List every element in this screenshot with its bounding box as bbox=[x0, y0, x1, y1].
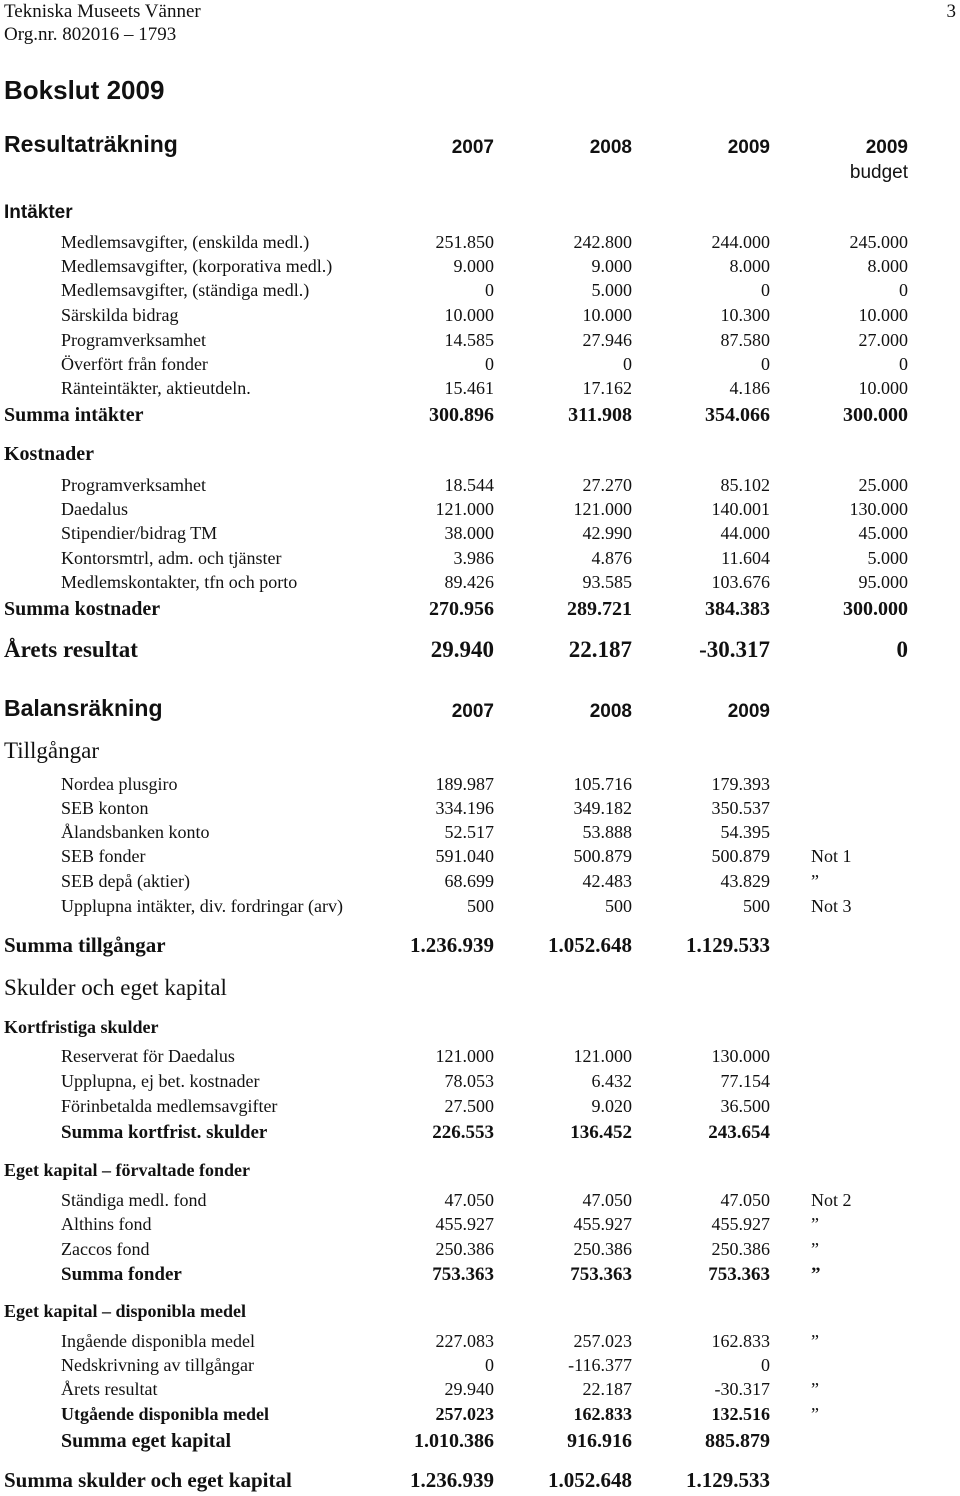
cell-value: 334.196 bbox=[435, 798, 494, 818]
intakter-heading: Intäkter bbox=[4, 202, 73, 223]
cell-value: 89.426 bbox=[444, 572, 494, 592]
cell-value: 189.987 bbox=[435, 774, 494, 794]
page-title: Bokslut 2009 bbox=[4, 75, 165, 105]
result-value: -30.317 bbox=[699, 637, 770, 662]
cell-value: 27.500 bbox=[444, 1096, 494, 1116]
kostnader-heading: Kostnader bbox=[4, 443, 94, 465]
cell-value: 44.000 bbox=[720, 523, 770, 543]
total-value: 300.000 bbox=[843, 598, 908, 620]
cell-value: 121.000 bbox=[573, 1046, 632, 1066]
row-label: Medlemsavgifter, (ständiga medl.) bbox=[61, 280, 310, 300]
total-value: 1.129.533 bbox=[686, 933, 770, 957]
cell-value: 0 bbox=[761, 1355, 770, 1375]
cell-value: 500.879 bbox=[573, 846, 632, 866]
row-label: SEB konton bbox=[61, 798, 149, 818]
cell-value: 42.990 bbox=[582, 523, 632, 543]
row-label: Årets resultat bbox=[61, 1379, 158, 1399]
total-value: 300.000 bbox=[843, 404, 908, 426]
total-label: Summa kostnader bbox=[4, 598, 161, 620]
cell-value: 244.000 bbox=[711, 232, 770, 252]
grand-total-value: 1.236.939 bbox=[410, 1468, 494, 1492]
result-value: 29.940 bbox=[430, 637, 494, 662]
cell-value: 27.000 bbox=[858, 330, 908, 350]
row-label: Reserverat för Daedalus bbox=[61, 1046, 235, 1066]
cell-value: 11.604 bbox=[721, 548, 770, 568]
cell-value: 87.580 bbox=[720, 330, 770, 350]
cell-value: 242.800 bbox=[573, 232, 632, 252]
note-ref: Not 2 bbox=[811, 1190, 852, 1210]
cell-value: 27.946 bbox=[582, 330, 632, 350]
note-ref: ” bbox=[811, 1239, 819, 1259]
cell-value: 162.833 bbox=[711, 1331, 770, 1351]
col-header: 2008 bbox=[589, 137, 632, 158]
cell-value: 8.000 bbox=[867, 256, 908, 276]
col-header: 2007 bbox=[451, 701, 494, 722]
col-header: 2009 bbox=[865, 137, 908, 158]
row-label: Ålandsbanken konto bbox=[61, 822, 210, 842]
row-label: Nordea plusgiro bbox=[61, 774, 178, 794]
row-label: Althins fond bbox=[61, 1214, 152, 1234]
cell-value: 455.927 bbox=[435, 1214, 494, 1234]
cell-value: 52.517 bbox=[444, 822, 494, 842]
row-label: Stipendier/bidrag TM bbox=[61, 523, 218, 543]
subtotal-value: 162.833 bbox=[573, 1404, 632, 1424]
note-ref: Not 3 bbox=[811, 896, 852, 916]
note-ref: ” bbox=[811, 1264, 821, 1285]
note-ref: ” bbox=[811, 1214, 819, 1234]
cell-value: 18.544 bbox=[444, 475, 494, 495]
row-label: SEB fonder bbox=[61, 846, 146, 866]
subtotal-value: 1.010.386 bbox=[414, 1430, 494, 1452]
row-label: Programverksamhet bbox=[61, 330, 206, 350]
cell-value: 15.461 bbox=[444, 378, 494, 398]
cell-value: 38.000 bbox=[444, 523, 494, 543]
cell-value: 93.585 bbox=[582, 572, 632, 592]
cell-value: 140.001 bbox=[711, 499, 770, 519]
subtotal-value: 753.363 bbox=[432, 1264, 494, 1285]
total-value: 289.721 bbox=[567, 598, 632, 620]
note-ref: ” bbox=[811, 1331, 819, 1351]
total-value: 1.236.939 bbox=[410, 933, 494, 957]
row-label: Daedalus bbox=[61, 499, 128, 519]
subtotal-value: 136.452 bbox=[570, 1122, 632, 1143]
grand-total-value: 1.129.533 bbox=[686, 1468, 770, 1492]
cell-value: 10.000 bbox=[858, 378, 908, 398]
cell-value: 85.102 bbox=[720, 475, 770, 495]
cell-value: 455.927 bbox=[711, 1214, 770, 1234]
cell-value: 105.716 bbox=[573, 774, 632, 794]
cell-value: 350.537 bbox=[711, 798, 770, 818]
page-number: 3 bbox=[946, 1, 956, 22]
result-value: 22.187 bbox=[568, 637, 632, 662]
note-ref: ” bbox=[811, 1379, 819, 1399]
cell-value: 591.040 bbox=[435, 846, 494, 866]
disponibla-heading: Eget kapital – disponibla medel bbox=[4, 1301, 247, 1321]
subtotal-value: 885.879 bbox=[705, 1430, 770, 1452]
org-number: Org.nr. 802016 – 1793 bbox=[4, 24, 177, 45]
cell-value: 500 bbox=[743, 896, 770, 916]
row-label: Ständiga medl. fond bbox=[61, 1190, 207, 1210]
cell-value: 257.023 bbox=[573, 1331, 632, 1351]
cell-value: 245.000 bbox=[849, 232, 908, 252]
grand-total-value: 1.052.648 bbox=[548, 1468, 632, 1492]
row-label: Kontorsmtrl, adm. och tjänster bbox=[61, 548, 282, 568]
row-label: Ränteintäkter, aktieutdeln. bbox=[61, 378, 251, 398]
cell-value: 130.000 bbox=[849, 499, 908, 519]
cell-value: 36.500 bbox=[720, 1096, 770, 1116]
cell-value: 47.050 bbox=[444, 1190, 494, 1210]
total-label: Summa intäkter bbox=[4, 404, 144, 426]
note-ref: ” bbox=[811, 1404, 819, 1424]
row-label: Zaccos fond bbox=[61, 1239, 150, 1259]
tillgangar-heading: Tillgångar bbox=[4, 738, 99, 763]
cell-value: -30.317 bbox=[714, 1379, 770, 1399]
subtotal-label: Utgående disponibla medel bbox=[61, 1404, 270, 1424]
org-name: Tekniska Museets Vänner bbox=[4, 1, 201, 22]
cell-value: 10.300 bbox=[720, 305, 770, 325]
subtotal-label: Summa eget kapital bbox=[61, 1430, 231, 1452]
cell-value: 227.083 bbox=[435, 1331, 494, 1351]
cell-value: -116.377 bbox=[568, 1355, 632, 1375]
cell-value: 349.182 bbox=[573, 798, 632, 818]
cell-value: 121.000 bbox=[573, 499, 632, 519]
cell-value: 22.187 bbox=[582, 1379, 632, 1399]
subtotal-value: 257.023 bbox=[435, 1404, 494, 1424]
total-label: Summa tillgångar bbox=[4, 933, 166, 957]
cell-value: 0 bbox=[761, 354, 770, 374]
row-label: Upplupna, ej bet. kostnader bbox=[61, 1071, 260, 1091]
result-label: Årets resultat bbox=[4, 637, 138, 662]
cell-value: 45.000 bbox=[858, 523, 908, 543]
cell-value: 0 bbox=[485, 354, 494, 374]
cell-value: 9.020 bbox=[591, 1096, 632, 1116]
cell-value: 17.162 bbox=[582, 378, 632, 398]
subtotal-value: 243.654 bbox=[708, 1122, 770, 1143]
cell-value: 68.699 bbox=[444, 871, 494, 891]
row-label: Medlemsavgifter, (enskilda medl.) bbox=[61, 232, 310, 252]
row-label: Överfört från fonder bbox=[61, 354, 208, 374]
row-label: Ingående disponibla medel bbox=[61, 1331, 255, 1351]
row-label: Särskilda bidrag bbox=[61, 305, 179, 325]
note-ref: ” bbox=[811, 871, 819, 891]
cell-value: 0 bbox=[899, 354, 908, 374]
cell-value: 10.000 bbox=[444, 305, 494, 325]
row-label: Nedskrivning av tillgångar bbox=[61, 1355, 254, 1375]
row-label: SEB depå (aktier) bbox=[61, 871, 190, 891]
cell-value: 8.000 bbox=[729, 256, 770, 276]
cell-value: 25.000 bbox=[858, 475, 908, 495]
cell-value: 6.432 bbox=[591, 1071, 632, 1091]
cell-value: 250.386 bbox=[711, 1239, 770, 1259]
cell-value: 53.888 bbox=[582, 822, 632, 842]
total-value: 300.896 bbox=[429, 404, 494, 426]
note-ref: Not 1 bbox=[811, 846, 852, 866]
budget-label: budget bbox=[849, 162, 908, 183]
row-label: Förinbetalda medlemsavgifter bbox=[61, 1096, 278, 1116]
col-header: 2009 bbox=[727, 701, 770, 722]
row-label: Programverksamhet bbox=[61, 475, 206, 495]
col-header: 2008 bbox=[589, 701, 632, 722]
fonder-heading: Eget kapital – förvaltade fonder bbox=[4, 1160, 250, 1180]
cell-value: 0 bbox=[899, 280, 908, 300]
cell-value: 78.053 bbox=[444, 1071, 494, 1091]
subtotal-label: Summa fonder bbox=[61, 1264, 182, 1285]
cell-value: 4.876 bbox=[591, 548, 632, 568]
cell-value: 0 bbox=[485, 1355, 494, 1375]
cell-value: 95.000 bbox=[858, 572, 908, 592]
cell-value: 29.940 bbox=[444, 1379, 494, 1399]
row-label: Medlemskontakter, tfn och porto bbox=[61, 572, 298, 592]
cell-value: 455.927 bbox=[573, 1214, 632, 1234]
cell-value: 179.393 bbox=[711, 774, 770, 794]
skulder-heading: Skulder och eget kapital bbox=[4, 975, 227, 1000]
col-header: 2009 bbox=[727, 137, 770, 158]
cell-value: 500 bbox=[467, 896, 494, 916]
cell-value: 250.386 bbox=[435, 1239, 494, 1259]
cell-value: 121.000 bbox=[435, 1046, 494, 1066]
cell-value: 27.270 bbox=[582, 475, 632, 495]
section-title-resultat: Resultaträkning bbox=[4, 131, 178, 157]
cell-value: 47.050 bbox=[582, 1190, 632, 1210]
cell-value: 251.850 bbox=[435, 232, 494, 252]
cell-value: 54.395 bbox=[720, 822, 770, 842]
total-value: 270.956 bbox=[429, 598, 494, 620]
cell-value: 5.000 bbox=[591, 280, 632, 300]
cell-value: 500.879 bbox=[711, 846, 770, 866]
cell-value: 43.829 bbox=[720, 871, 770, 891]
cell-value: 121.000 bbox=[435, 499, 494, 519]
row-label: Medlemsavgifter, (korporativa medl.) bbox=[61, 256, 333, 276]
cell-value: 0 bbox=[761, 280, 770, 300]
subtotal-value: 132.516 bbox=[711, 1404, 770, 1424]
cell-value: 14.585 bbox=[444, 330, 494, 350]
total-value: 311.908 bbox=[568, 404, 632, 426]
cell-value: 42.483 bbox=[582, 871, 632, 891]
cell-value: 10.000 bbox=[858, 305, 908, 325]
cell-value: 103.676 bbox=[711, 572, 770, 592]
col-header: 2007 bbox=[451, 137, 494, 158]
cell-value: 500 bbox=[605, 896, 632, 916]
subtotal-value: 226.553 bbox=[432, 1122, 494, 1143]
cell-value: 9.000 bbox=[591, 256, 632, 276]
total-value: 1.052.648 bbox=[548, 933, 632, 957]
total-value: 354.066 bbox=[705, 404, 770, 426]
subtotal-value: 916.916 bbox=[567, 1430, 632, 1452]
cell-value: 0 bbox=[485, 280, 494, 300]
subtotal-value: 753.363 bbox=[708, 1264, 770, 1285]
cell-value: 10.000 bbox=[582, 305, 632, 325]
cell-value: 9.000 bbox=[453, 256, 494, 276]
subtotal-value: 753.363 bbox=[570, 1264, 632, 1285]
cell-value: 5.000 bbox=[867, 548, 908, 568]
cell-value: 130.000 bbox=[711, 1046, 770, 1066]
row-label: Upplupna intäkter, div. fordringar (arv) bbox=[61, 896, 344, 916]
total-value: 384.383 bbox=[705, 598, 770, 620]
cell-value: 47.050 bbox=[720, 1190, 770, 1210]
result-value: 0 bbox=[896, 637, 908, 662]
cell-value: 3.986 bbox=[453, 548, 494, 568]
kortfristiga-heading: Kortfristiga skulder bbox=[4, 1017, 159, 1037]
cell-value: 77.154 bbox=[720, 1071, 770, 1091]
cell-value: 0 bbox=[623, 354, 632, 374]
section-title-balans: Balansräkning bbox=[4, 695, 163, 721]
cell-value: 4.186 bbox=[729, 378, 770, 398]
grand-total-label: Summa skulder och eget kapital bbox=[4, 1468, 292, 1492]
cell-value: 250.386 bbox=[573, 1239, 632, 1259]
subtotal-label: Summa kortfrist. skulder bbox=[61, 1122, 268, 1143]
